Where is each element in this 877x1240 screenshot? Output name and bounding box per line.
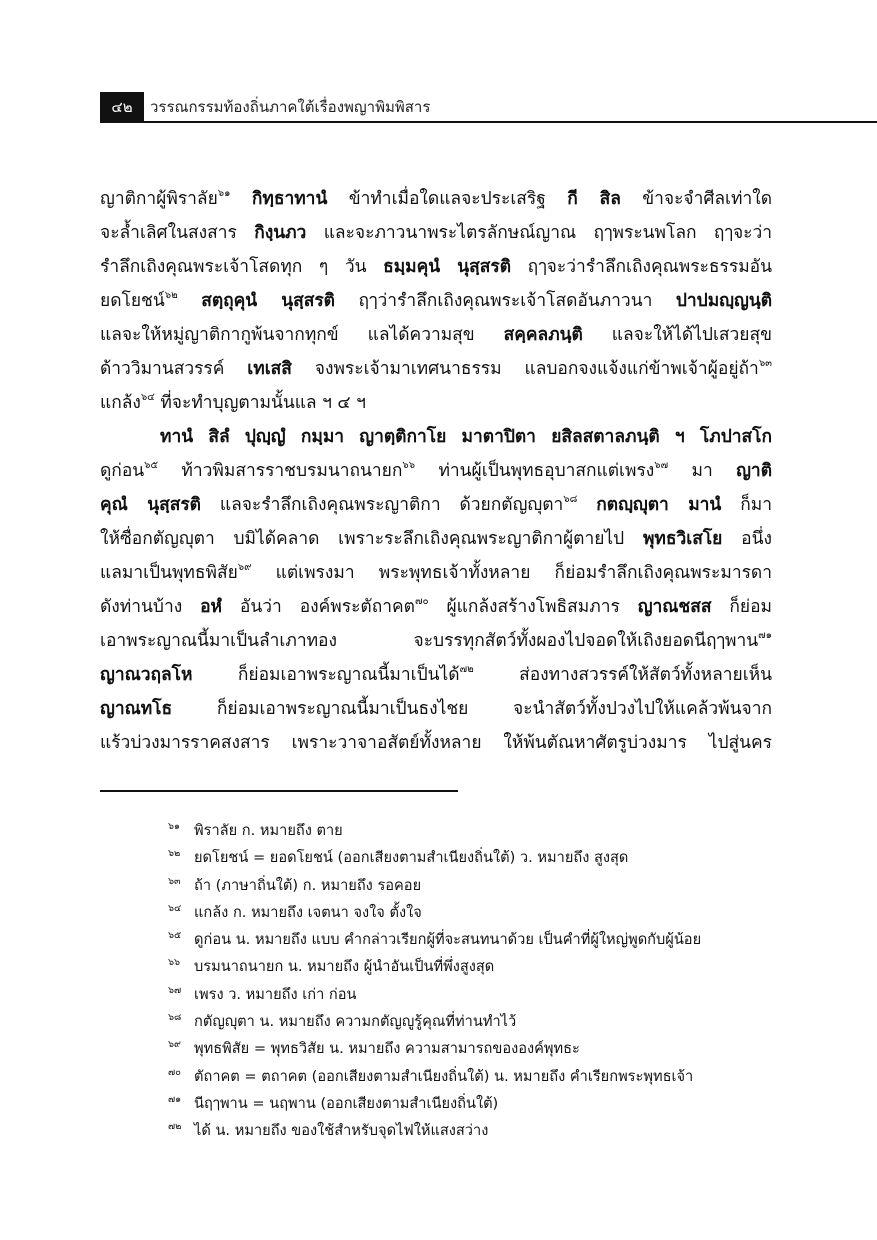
text-run: ท้าวพิมสารราชบรมนาถนายก xyxy=(158,461,403,481)
footnote-reference: ๖๘ xyxy=(563,494,578,505)
text-run: แร้วบ่วงมารราคสงสาร เพราะวาจาอสัตย์ทั้งหลาย ให้พ้นตัณหาศัตรูบ่วงมาร ไปสู่นคร xyxy=(100,733,772,753)
body-line xyxy=(100,352,772,386)
text-run: จงพระเจ้ามาเทศนาธรรม แลบอกจงแจ้งแก่ข้าพเจ้าผู้อยู่ถ้า xyxy=(291,359,759,379)
text-run: แลมาเป็นพุทธพิสัย xyxy=(100,563,238,583)
footnote-item: ๖๕ ดูก่อน น. หมายถึง แบบ คำกล่าวเรียกผู้ที่จะสนทนาด้วย เป็นคำที่ผู้ใหญ่พูดกับผู้น้อย xyxy=(168,930,702,949)
text-run: แกล้ง xyxy=(100,393,141,413)
footnote-item: ๖๗ เพรง ว. หมายถึง เก่า ก่อน xyxy=(168,984,357,1003)
body-line xyxy=(100,386,772,420)
pali-term: สคฺคลภนฺติ xyxy=(503,325,583,345)
text-run: ส่องทางสวรรค์ให้สัตว์ทั้งหลายเห็น xyxy=(473,665,773,685)
text-run: ผู้แกล้งสร้างโพธิสมภาร xyxy=(428,597,638,617)
pali-term: กี สิล xyxy=(567,189,621,209)
body-line xyxy=(100,488,772,522)
header-rule xyxy=(100,121,877,123)
body-line xyxy=(100,182,772,216)
text-run: ให้ซื่อกตัญญุตา บมิได้คลาด เพราะระลึกเถิงคุณพระญาติกาผู้ตายไป xyxy=(100,529,643,549)
pali-term: ธมฺมคุนํ นุสฺสรติ xyxy=(383,257,512,277)
pali-term: กตญฺญุตา มานํ xyxy=(596,495,722,515)
body-line xyxy=(100,624,772,658)
body-line xyxy=(100,216,772,250)
text-run: รำลึกเถิงคุณพระเจ้าโสดทุก ๆ วัน xyxy=(100,257,384,277)
footnote-reference: ๖๔ xyxy=(140,392,155,403)
body-line xyxy=(100,420,772,454)
footnote-text: นีฤๅพาน = นฤพาน (ออกเสียงตามสำเนียงถิ่นใต้) xyxy=(194,1094,499,1112)
footnote-reference: ๖๙ xyxy=(237,562,252,573)
footnote-separator xyxy=(100,790,458,792)
footnote-text: ตัถาคต = ตถาคต (ออกเสียงตามสำเนียงถิ่นใต้) น. หมายถึง คำเรียกพระพุทธเจ้า xyxy=(194,1067,694,1085)
text-run: แต่เพรงมา พระพุทธเจ้าทั้งหลาย ก็ย่อมรำลึกเถิงคุณพระมารดา xyxy=(251,563,772,583)
text-run: เอาพระญาณนี้มาเป็นลำเภาทอง จะบรรทุกสัตว์ทั้งผองไปจอดให้เถิงยอดนีฤๅพาน xyxy=(100,631,759,651)
footnotes xyxy=(168,817,808,1145)
pali-term: พุทธวิเสโย xyxy=(642,529,723,549)
pali-term: ญาติ xyxy=(736,461,772,481)
pali-term: ญาณทโธ xyxy=(100,699,173,719)
footnote-reference: ๖๓ xyxy=(758,358,772,369)
text-run xyxy=(577,495,596,515)
text-run: ก็มา xyxy=(721,495,772,515)
text-run: ดูก่อน xyxy=(100,461,145,481)
footnote-item: ๗๐ ตัถาคต = ตถาคต (ออกเสียงตามสำเนียงถิ่นใต้) น. หมายถึง คำเรียกพระพุทธเจ้า xyxy=(168,1066,694,1085)
pali-term: ปาปมญฺญนฺติ xyxy=(675,291,772,311)
pali-term: ญาณชสส xyxy=(637,597,712,617)
text-run: ข้าจะจำศีลเท่าใด xyxy=(620,189,773,209)
text-run: แลจะรำลึกเถิงคุณพระญาติกา ด้วยกตัญญุตา xyxy=(200,495,564,515)
footnote-reference: ๗๑ xyxy=(758,630,772,641)
footnote-text: ดูก่อน น. หมายถึง แบบ คำกล่าวเรียกผู้ที่จะสนทนาด้วย เป็นคำที่ผู้ใหญ่พูดกับผู้น้อย xyxy=(194,931,702,949)
footnote-item: ๗๒ ได้ น. หมายถึง ของใช้สำหรับจุดไฟให้แสงสว่าง xyxy=(168,1121,489,1140)
footnote-item: ๖๒ ยดโยชน์ = ยอดโยชน์ (ออกเสียงตามสำเนียงถิ่นใต้) ว. หมายถึง สูงสุด xyxy=(168,848,629,867)
footnote-reference: ๖๖ xyxy=(402,460,416,471)
footnote-item: ๖๘ กตัญญุตา น. หมายถึง ความกตัญญูรู้คุณที่ท่านทำไว้ xyxy=(168,1012,517,1031)
text-run: ด้าววิมานสวรรค์ xyxy=(100,359,248,379)
footnote-text: พิราลัย ก. หมายถึง ตาย xyxy=(194,822,343,839)
running-header-title: วรรณกรรมท้องถิ่นภาคใต้เรื่องพญาพิมพิสาร xyxy=(150,98,431,116)
text-run: ดังท่านบ้าง xyxy=(100,597,201,617)
pali-term: เทเสสิ xyxy=(247,359,292,379)
text-run: แลจะให้ได้ไปเสวยสุข xyxy=(582,325,772,345)
body-line xyxy=(100,692,772,726)
text-run: ท่านผู้เป็นพุทธอุบาสกแต่เพรง xyxy=(415,461,655,481)
footnote-reference: ๖๒ xyxy=(164,290,178,301)
footnote-reference: ๗๒ xyxy=(459,664,474,675)
footnote-item: ๖๓ ถ้า (ภาษาถิ่นใต้) ก. หมายถึง รอคอย xyxy=(168,875,422,894)
pali-term: สตฺถุคุนํ นุสฺสรติ xyxy=(201,291,335,311)
body-line xyxy=(100,250,772,284)
text-run: อันว่า องค์พระตัถาคต xyxy=(222,597,415,617)
body-line xyxy=(100,284,772,318)
text-run: ก็ย่อมเอาพระญาณนี้มาเป็นได้ xyxy=(192,665,460,685)
pali-term: คุณํ นุสฺสรติ xyxy=(100,495,201,515)
footnote-text: พุทธพิสัย = พุทธวิสัย น. หมายถึง ความสามารถขององค์พุทธะ xyxy=(194,1040,580,1058)
text-run: ที่จะทำบุญตามนั้นแล ฯ ๔ ฯ xyxy=(154,393,366,413)
footnote-reference: ๗๐ xyxy=(414,596,429,607)
text-run: มา xyxy=(668,461,737,481)
footnote-item: ๖๙ พุทธพิสัย = พุทธวิสัย น. หมายถึง ความสามารถขององค์พุทธะ xyxy=(168,1039,580,1058)
text-run: และจะภาวนาพระไตรลักษณ์ญาณ ฤๅพระนพโลก ฤๅจะว่า xyxy=(306,223,773,243)
footnote-text: ยดโยชน์ = ยอดโยชน์ (ออกเสียงตามสำเนียงถิ่นใต้) ว. หมายถึง สูงสุด xyxy=(194,849,629,867)
body-line xyxy=(100,658,772,692)
body-line xyxy=(100,454,772,488)
footnote-item: ๗๑ นีฤๅพาน = นฤพาน (ออกเสียงตามสำเนียงถิ่นใต้) xyxy=(168,1093,499,1112)
text-run: จะล้ำเลิศในสงสาร xyxy=(100,223,255,243)
footnote-text: เพรง ว. หมายถึง เก่า ก่อน xyxy=(194,985,357,1003)
pali-term: อหํ xyxy=(200,597,223,617)
body-line xyxy=(100,522,772,556)
footnote-reference: ๖๗ xyxy=(654,460,669,471)
text-run: ยดโยชน์ xyxy=(100,291,165,311)
text-run: ข้าทำเมื่อใดแลจะประเสริฐ xyxy=(327,189,568,209)
body-line xyxy=(100,590,772,624)
text-run: ญาติกาผู้พิราลัย xyxy=(100,189,218,209)
footnote-text: ถ้า (ภาษาถิ่นใต้) ก. หมายถึง รอคอย xyxy=(194,876,422,894)
pali-term: ทานํ สิลํ ปุญฺญํ กมฺมา ญาตฺติกาโย มาตาปิตา ยสิลสตาลภนฺติ ฯ โภปาสโก xyxy=(160,427,772,447)
pali-term: กิทฺธาทานํ xyxy=(251,189,328,209)
text-run: ฤๅจะว่ารำลึกเถิงคุณพระธรรมอัน xyxy=(511,257,773,277)
footnote-reference: ๖๑ xyxy=(217,188,231,199)
text-run: ก็ย่อม xyxy=(711,597,772,617)
text-run xyxy=(230,189,251,209)
page-number: ๔๒ xyxy=(100,92,144,122)
footnote-text: แกล้ง ก. หมายถึง เจตนา จงใจ ตั้งใจ xyxy=(194,903,422,921)
footnote-text: กตัญญุตา น. หมายถึง ความกตัญญูรู้คุณที่ท่านทำไว้ xyxy=(194,1013,517,1031)
text-run: อนึ่ง xyxy=(722,529,772,549)
text-run xyxy=(178,291,202,311)
footnote-item: ๖๑ พิราลัย ก. หมายถึง ตาย xyxy=(168,821,343,839)
text-run: ฤๅว่ารำลึกเถิงคุณพระเจ้าโสดอันภาวนา xyxy=(334,291,676,311)
footnote-text: บรมนาถนายก น. หมายถึง ผู้นำอันเป็นที่พึ่งสูงสุด xyxy=(194,958,495,976)
footnote-text: ได้ น. หมายถึง ของใช้สำหรับจุดไฟให้แสงสว่าง xyxy=(194,1122,489,1140)
text-run: ก็ย่อมเอาพระญาณนี้มาเป็นธงไชย จะนำสัตว์ทั้งปวงไปให้แคล้วพ้นจาก xyxy=(172,699,772,719)
body-line xyxy=(100,318,772,352)
body-paragraphs xyxy=(100,182,772,760)
footnote-reference: ๖๕ xyxy=(144,460,159,471)
body-line xyxy=(100,726,772,760)
footnote-item: ๖๔ แกล้ง ก. หมายถึง เจตนา จงใจ ตั้งใจ xyxy=(168,902,422,921)
pali-term: กิงฺนภว xyxy=(254,223,307,243)
pali-term: ญาณวฤลโห xyxy=(100,665,193,685)
body-line xyxy=(100,556,772,590)
footnote-item: ๖๖ บรมนาถนายก น. หมายถึง ผู้นำอันเป็นที่พึ่งสูงสุด xyxy=(168,957,495,976)
text-run: แลจะให้หมู่ญาติกากูพ้นจากทุกข์ แลได้ความสุข xyxy=(100,325,504,345)
